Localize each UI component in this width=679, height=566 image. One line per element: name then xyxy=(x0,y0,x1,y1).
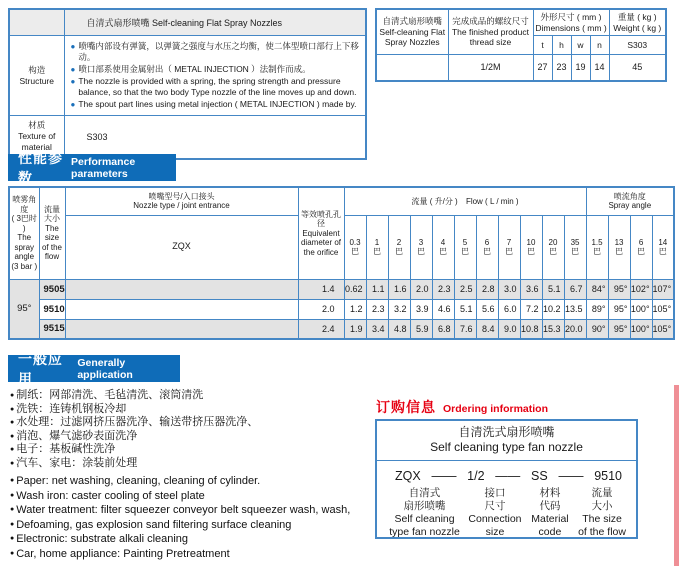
code-label xyxy=(385,487,464,539)
nozzle-series-cell xyxy=(65,299,298,319)
model-number: 9515 xyxy=(39,319,65,339)
bullet-icon: ● xyxy=(10,477,15,484)
pressure-value: 14 xyxy=(658,237,668,247)
bar-unit: 巴 xyxy=(637,247,646,256)
label-line: of the flow xyxy=(578,526,626,538)
flow-value: 8.4 xyxy=(476,319,498,339)
pressure-header xyxy=(476,215,498,279)
list-item xyxy=(10,474,350,489)
angle-value: 84° xyxy=(586,279,608,299)
ordering-product-en: Self cleaning type fan nozzle xyxy=(430,440,583,454)
flow-size-col-cn: 流量大小 xyxy=(44,204,60,224)
product-name-cn: 自清式扇形喷嘴 xyxy=(382,16,442,27)
angle-pressure-header xyxy=(652,215,674,279)
performance-section-banner xyxy=(8,149,176,186)
list-item-text: 电子：基板碱性洗净 xyxy=(16,443,116,455)
bullet-icon: ● xyxy=(10,506,15,513)
pressure-header xyxy=(410,215,432,279)
label-line: 流量 xyxy=(591,487,613,499)
flow-value: 1.1 xyxy=(366,279,388,299)
structure-label-en: Structure xyxy=(19,75,54,86)
list-item-text: Car, home appliance: Painting Pretreatment xyxy=(16,547,230,560)
dim-value-n: 14 xyxy=(590,55,609,81)
flow-value: 1.6 xyxy=(388,279,410,299)
code-label xyxy=(526,487,574,539)
pressure-value: 3 xyxy=(418,237,424,247)
pressure-value: 20 xyxy=(548,237,558,247)
dimensions-table xyxy=(375,8,667,82)
bullet-text: 喷口部系使用金属射出（ METAL INJECTION ）法制作而成。 xyxy=(78,64,311,74)
code-series: ZQX xyxy=(395,469,421,483)
flow-value: 3.2 xyxy=(388,299,410,319)
thread-size-cn: 完成成品的螺纹尺寸 xyxy=(452,16,529,27)
bullet-icon: ● xyxy=(10,549,15,557)
spray-angle-col-en2: (3 bar ) xyxy=(11,261,38,271)
label-line: Connection xyxy=(468,513,522,525)
table-row xyxy=(9,299,674,319)
pressure-value: 6 xyxy=(638,237,644,247)
spec-table xyxy=(8,8,367,160)
spray-angle-group-en: Spray angle xyxy=(608,201,652,211)
bullet-icon: ● xyxy=(10,520,15,528)
pressure-value: 13 xyxy=(614,237,624,247)
thread-value: 1/2M xyxy=(448,55,533,81)
flow-value: 10.2 xyxy=(542,299,564,319)
pressure-value: 35 xyxy=(570,237,580,247)
nozzle-series-cell xyxy=(65,279,298,299)
applications-list-en xyxy=(10,474,350,561)
pressure-value: 2 xyxy=(396,237,402,247)
code-flow: 9510 xyxy=(594,469,622,483)
ordering-title-cn: 订购信息 xyxy=(376,399,436,415)
bar-unit: 巴 xyxy=(373,247,381,256)
dim-col-t: t xyxy=(533,36,552,55)
dash-separator: —— xyxy=(495,469,521,483)
pressure-header xyxy=(498,215,520,279)
bullet-text: 喷嘴内部设有弹簧，以弹簧之强度与水压之均衡，使二体型喷口部行上下移动。 xyxy=(78,41,359,62)
list-item xyxy=(10,489,350,504)
product-name-en: Self-cleaning Flat Spray Nozzles xyxy=(379,26,446,48)
product-name-empty-cell xyxy=(376,55,448,81)
flow-rate-cn: 流量 ( 升/分 ) xyxy=(411,196,458,206)
list-item xyxy=(10,518,350,533)
weight-en: Weight ( kg ) xyxy=(613,22,662,33)
angle-value: 89° xyxy=(586,299,608,319)
bullet-icon: ● xyxy=(10,446,15,453)
bullet-icon: ● xyxy=(10,419,15,426)
ordering-product-title xyxy=(377,421,636,461)
angle-value: 102° xyxy=(630,279,652,299)
flow-value: 2.3 xyxy=(366,299,388,319)
page-edge-strip xyxy=(674,385,679,566)
angle-value: 95° xyxy=(608,319,630,339)
applications-list-cn xyxy=(10,389,258,470)
angle-pressure-header xyxy=(630,215,652,279)
list-item-text: 制纸：网部清洗、毛毡清洗、滚筒清洗 xyxy=(16,389,204,401)
applications-title-cn: 一般应用 xyxy=(18,350,63,387)
product-name-header xyxy=(376,9,448,55)
equiv-diameter-cn: 等效喷孔孔径 xyxy=(301,209,341,228)
bar-unit: 巴 xyxy=(439,247,447,256)
spray-angle-value: 95° xyxy=(9,279,39,339)
thread-size-header xyxy=(448,9,533,55)
spray-angle-col-cn: 喷雾角度 xyxy=(12,195,37,214)
dim-value-h: 23 xyxy=(552,55,571,81)
flow-value: 6.8 xyxy=(432,319,454,339)
spray-angle-group-header xyxy=(586,187,674,215)
list-item xyxy=(10,547,350,562)
dim-col-n: n xyxy=(590,36,609,55)
pressure-value: 1.5 xyxy=(591,237,603,247)
bullet-icon: ● xyxy=(10,392,15,399)
list-item xyxy=(10,389,258,403)
material-label-cn: 材质 xyxy=(28,120,46,131)
performance-title-en: Performance parameters xyxy=(71,155,136,180)
code-material: SS xyxy=(531,469,548,483)
pressure-header xyxy=(432,215,454,279)
spray-angle-group-cn: 喷流角度 xyxy=(613,191,646,201)
list-item xyxy=(10,416,258,430)
spec-title: 自清式扇形喷嘴 Self-cleaning Flat Spray Nozzles xyxy=(64,9,366,36)
flow-size-col-en: The size of the flow xyxy=(41,223,62,262)
angle-value: 95° xyxy=(608,299,630,319)
structure-bullet xyxy=(71,76,362,98)
pressure-value: 10 xyxy=(526,237,536,247)
material-label-en: Texture of material xyxy=(18,131,56,153)
pressure-header xyxy=(564,215,586,279)
flow-value: 2.5 xyxy=(454,279,476,299)
bar-unit: 巴 xyxy=(395,247,403,256)
label-line: 尺寸 xyxy=(484,500,506,512)
label-line: type fan nozzle xyxy=(389,526,460,538)
table-row xyxy=(9,319,674,339)
structure-content xyxy=(64,36,366,116)
flow-value: 2.3 xyxy=(432,279,454,299)
flow-value: 3.9 xyxy=(410,299,432,319)
list-item xyxy=(10,430,258,444)
flow-size-col-header xyxy=(39,187,65,279)
performance-title-cn: 性能参数 xyxy=(18,149,63,186)
bullet-icon: ● xyxy=(10,432,15,440)
pressure-header xyxy=(520,215,542,279)
ordering-title-en: Ordering information xyxy=(443,403,548,415)
applications-section-banner xyxy=(8,350,180,387)
structure-bullet xyxy=(71,64,362,75)
list-item xyxy=(10,503,350,518)
angle-value: 105° xyxy=(652,319,674,339)
table-row xyxy=(9,279,674,299)
thread-size-en: The finished product thread size xyxy=(451,26,530,48)
flow-value: 13.5 xyxy=(564,299,586,319)
bar-unit: 巴 xyxy=(549,247,557,256)
flow-value: 2.8 xyxy=(476,279,498,299)
bar-unit: 巴 xyxy=(505,247,513,256)
angle-pressure-header xyxy=(608,215,630,279)
flow-value: 4.6 xyxy=(432,299,454,319)
spec-corner-cell xyxy=(9,9,64,36)
flow-value: 3.4 xyxy=(366,319,388,339)
list-item-text: 汽车、家电：涂装前处理 xyxy=(16,456,138,469)
label-line: 扇形喷嘴 xyxy=(403,500,446,512)
bar-unit: 巴 xyxy=(615,247,624,256)
flow-value: 15.3 xyxy=(542,319,564,339)
dash-separator: —— xyxy=(558,469,584,483)
pressure-value: 0.3 xyxy=(349,237,361,247)
list-item-text: 消泡、爆气滤砂表面洗净 xyxy=(16,429,138,442)
list-item-text: Water treatment: filter squeezer conveyor belt squeezer wash, wash, xyxy=(16,504,351,516)
bullet-icon: ● xyxy=(70,65,76,74)
bullet-text: The spout part lines using metal injection ( METAL INJECTION ) made by. xyxy=(78,99,357,109)
flow-value: 1.9 xyxy=(344,319,366,339)
bar-unit: 巴 xyxy=(658,247,667,256)
label-line: code xyxy=(538,526,562,538)
label-line: 代码 xyxy=(539,500,561,512)
label-line: 材料 xyxy=(539,487,561,499)
equiv-diameter-header xyxy=(298,187,344,279)
list-item xyxy=(10,403,258,417)
weight-value: 45 xyxy=(609,55,666,81)
equiv-diameter-value: 2.0 xyxy=(298,299,344,319)
angle-value: 90° xyxy=(586,319,608,339)
ordering-table xyxy=(375,419,638,539)
pressure-value: 5 xyxy=(462,237,468,247)
pressure-value: 7 xyxy=(506,237,512,247)
flow-value: 10.8 xyxy=(520,319,542,339)
dim-col-w: w xyxy=(571,36,590,55)
list-item xyxy=(10,532,350,547)
nozzle-type-header xyxy=(65,187,298,215)
spray-angle-col-header xyxy=(9,187,39,279)
bar-unit: 巴 xyxy=(571,247,580,256)
ordering-code-row xyxy=(377,461,636,485)
list-item xyxy=(10,457,258,471)
flow-value: 5.1 xyxy=(542,279,564,299)
applications-title-en: Generally application xyxy=(77,356,133,381)
pressure-value: 6 xyxy=(484,237,490,247)
spray-angle-col-cn2: ( 3巴时 ) xyxy=(11,214,37,233)
angle-pressure-header xyxy=(586,215,608,279)
list-item-text: Paper: net washing, cleaning, cleaning of cylinder. xyxy=(16,475,261,487)
bar-unit: 巴 xyxy=(417,247,425,256)
pressure-header xyxy=(542,215,564,279)
bullet-icon: ● xyxy=(10,405,15,413)
list-item-text: Electronic: substrate alkali cleaning xyxy=(16,533,189,545)
angle-value: 100° xyxy=(630,319,652,339)
pressure-value: 4 xyxy=(440,237,446,247)
ordering-label-row xyxy=(377,485,636,539)
label-line: The size xyxy=(582,513,622,525)
ordering-section-header xyxy=(376,397,548,417)
dim-col-h: h xyxy=(552,36,571,55)
bullet-icon: ● xyxy=(10,535,15,542)
label-line: Self cleaning xyxy=(394,513,455,525)
bullet-icon: ● xyxy=(70,42,76,51)
angle-value: 105° xyxy=(652,299,674,319)
list-item-text: 洗铁：连铸机钢板冷却 xyxy=(16,402,127,415)
equiv-diameter-en: Equivalent diameter of the orifice xyxy=(300,228,342,257)
pressure-header xyxy=(388,215,410,279)
pressure-value: 1 xyxy=(374,237,380,247)
label-line: 大小 xyxy=(591,500,613,512)
flow-value: 6.0 xyxy=(498,299,520,319)
bar-unit: 巴 xyxy=(483,247,491,256)
equiv-diameter-value: 2.4 xyxy=(298,319,344,339)
bar-unit: 巴 xyxy=(461,247,469,256)
bullet-icon: ● xyxy=(10,491,15,499)
flow-value: 5.6 xyxy=(476,299,498,319)
flow-value: 1.2 xyxy=(344,299,366,319)
nozzle-type-en: Nozzle type / joint entrance xyxy=(133,201,230,211)
nozzle-series-header: ZQX xyxy=(65,215,298,279)
dash-separator: —— xyxy=(431,469,457,483)
flow-rate-header xyxy=(344,187,586,215)
bar-unit: 巴 xyxy=(593,247,602,256)
dim-value-w: 19 xyxy=(571,55,590,81)
weight-cn: 重量 ( kg ) xyxy=(617,12,657,22)
bullet-icon: ● xyxy=(70,77,76,86)
flow-value: 0.62 xyxy=(344,279,366,299)
weight-header xyxy=(609,9,666,36)
model-number: 9510 xyxy=(39,299,65,319)
flow-value: 7.6 xyxy=(454,319,476,339)
flow-value: 7.2 xyxy=(520,299,542,319)
list-item-text: 水处理：过滤网挤压器洗净、输送带挤压器洗净、 xyxy=(16,416,259,428)
equiv-diameter-value: 1.4 xyxy=(298,279,344,299)
spray-angle-col-en: The spray angle xyxy=(14,233,35,262)
flow-value: 9.0 xyxy=(498,319,520,339)
bar-unit: 巴 xyxy=(527,247,535,256)
material-value: S303 xyxy=(64,116,366,159)
bullet-icon: ● xyxy=(10,459,15,467)
dim-value-t: 27 xyxy=(533,55,552,81)
list-item-text: Defoaming, gas explosion sand filtering surface cleaning xyxy=(16,518,292,531)
list-item xyxy=(10,443,258,457)
bullet-icon: ● xyxy=(70,100,76,109)
structure-label xyxy=(9,36,64,116)
structure-label-cn: 构造 xyxy=(28,64,46,75)
flow-value: 4.8 xyxy=(388,319,410,339)
nozzle-series-cell xyxy=(65,319,298,339)
flow-value: 20.0 xyxy=(564,319,586,339)
pressure-header xyxy=(366,215,388,279)
label-line: size xyxy=(485,526,505,538)
angle-value: 100° xyxy=(630,299,652,319)
flow-value: 2.0 xyxy=(410,279,432,299)
nozzle-type-cn: 喷嘴型号/入口接头 xyxy=(148,191,215,201)
flow-rate-en: Flow ( L / min ) xyxy=(465,196,519,206)
angle-value: 95° xyxy=(608,279,630,299)
flow-value: 6.7 xyxy=(564,279,586,299)
label-line: Material xyxy=(531,513,569,525)
list-item-text: Wash iron: caster cooling of steel plate xyxy=(16,489,205,502)
flow-value: 3.6 xyxy=(520,279,542,299)
ordering-product-cn: 自清洗式扇形喷嘴 xyxy=(458,425,555,439)
code-label xyxy=(464,487,526,539)
code-connection: 1/2 xyxy=(467,469,485,483)
bar-unit: 巴 xyxy=(351,247,359,256)
dimensions-en: Dimensions ( mm ) xyxy=(535,22,607,33)
label-line: 自清式 xyxy=(408,487,441,499)
flow-value: 5.9 xyxy=(410,319,432,339)
dimensions-header xyxy=(533,9,609,36)
weight-sub-header: S303 xyxy=(609,36,666,55)
code-label xyxy=(574,487,630,539)
angle-value: 107° xyxy=(652,279,674,299)
flow-value: 3.0 xyxy=(498,279,520,299)
pressure-header xyxy=(344,215,366,279)
pressure-header xyxy=(454,215,476,279)
performance-table xyxy=(8,186,675,340)
structure-bullet xyxy=(71,41,362,63)
structure-bullet xyxy=(71,99,362,110)
dimensions-cn: 外形尺寸 ( mm ) xyxy=(540,12,602,22)
flow-value: 5.1 xyxy=(454,299,476,319)
model-number: 9505 xyxy=(39,279,65,299)
bullet-text: The nozzle is provided with a spring, the spring strength and pressure balance, so that the two body Type nozzle of the line moves up and down. xyxy=(78,76,357,97)
label-line: 接口 xyxy=(484,487,506,499)
